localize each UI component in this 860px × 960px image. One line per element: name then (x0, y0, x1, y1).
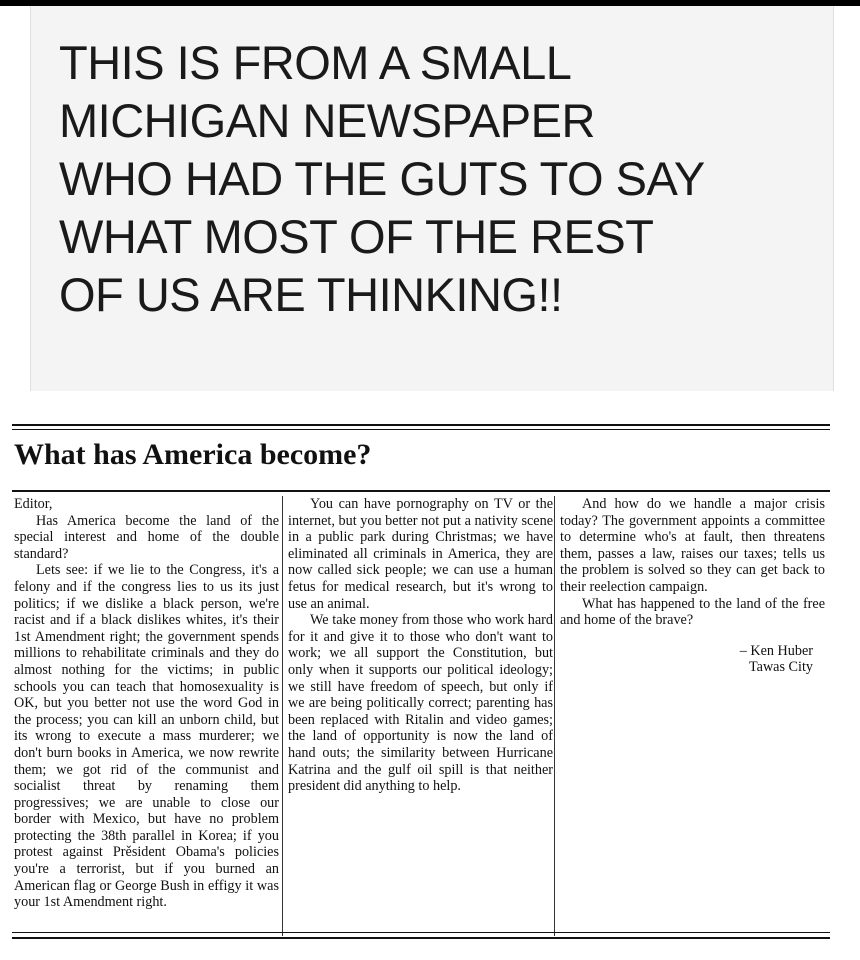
caption-text (59, 34, 819, 324)
paragraph: You can have pornography on TV or the internet, but you better not put a nativity scene in a public park during Christmas; we have eliminated all criminals in America, they are now called sick people; we can use a human fetus for medical research, but it's wrong to use an animal. (288, 496, 553, 612)
caption-line: WHAT MOST OF THE REST (59, 210, 654, 263)
caption-line: THIS IS FROM A SMALL (59, 36, 572, 89)
article-column-2 (288, 496, 553, 795)
column-divider (554, 496, 555, 936)
headline-rule (12, 490, 830, 492)
paragraph: And how do we handle a major crisis today? The government appoints a committee to determine who's at fault, then threatens them, passes a law, raises our taxes; tells us the problem is solved so they can get back to their reelection campaign. (560, 496, 825, 595)
signature: – Ken Huber (739, 642, 813, 659)
caption-box (30, 6, 834, 391)
top-rule-thin (12, 429, 830, 430)
article-column-3 (560, 496, 825, 676)
paragraph: Has America become the land of the special interest and home of the double standard? (14, 512, 279, 562)
signature-location: Tawas City (748, 659, 813, 676)
caption-line: MICHIGAN NEWSPAPER (59, 94, 595, 147)
bottom-rule-thin (12, 932, 830, 933)
top-rule (12, 424, 830, 426)
article-headline: What has America become? (14, 438, 372, 471)
column-divider (282, 496, 283, 936)
salutation: Editor, (14, 496, 53, 512)
caption-line: OF US ARE THINKING!! (59, 268, 563, 321)
paragraph: Lets see: if we lie to the Congress, it's a felony and if the congress lies to us its just politics; if we dislike a black person, we're racist and if a black dislikes whites, it's their 1st Amendment right; the government spends millions to rehabilitate criminals and they do almost nothing for the victims; in public schools you can teach that homosexuality is OK, but you better not use the word God in the process; you can kill an unborn child, but its wrong to execute a mass murderer; we don't burn books in America, we now rewrite them; we got rid of the communist and socialist threat by renaming them progressives; we are unable to close our border with Mexico, but have no problem protecting the 38th parallel in Korea; if you protest against Prěsident Obama's policies you're a terrorist, but if you burned an American flag or George Bush in effigy it was your 1st Amendment right. (14, 562, 279, 911)
article-column-1 (14, 496, 279, 911)
newspaper-clipping (0, 410, 860, 960)
caption-line: WHO HAD THE GUTS TO SAY (59, 152, 705, 205)
bottom-rule (12, 937, 830, 939)
paragraph: What has happened to the land of the free and home of the brave? (560, 595, 825, 629)
paragraph: We take money from those who work hard for it and give it to those who don't want to work; we all support the Constitution, but only when it supports our political ideology; we still have freedom of speech, but only if we are being politically correct; parenting has been replaced with Ritalin and video games; the land of opportunity is now the land of hand outs; the similarity between Hurricane Katrina and the gulf oil spill is that neither president did anything to help. (288, 612, 553, 795)
